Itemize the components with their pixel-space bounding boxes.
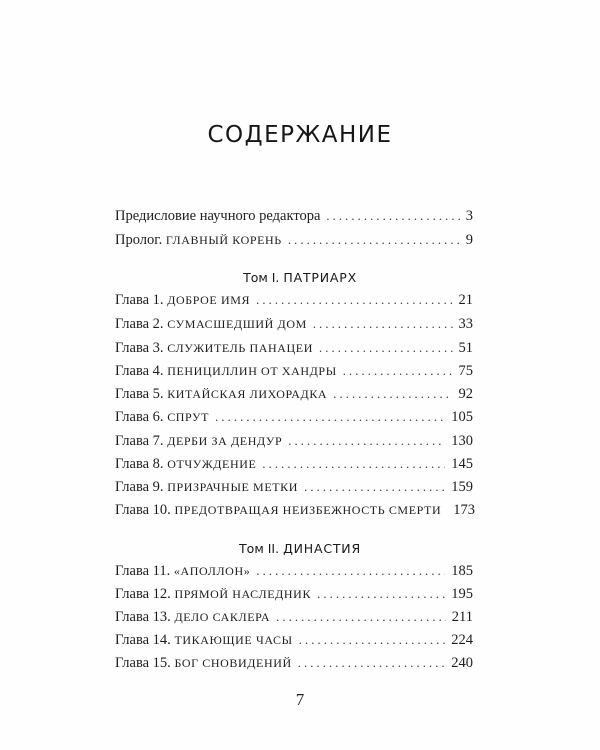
volume-label: Том II.: [239, 541, 280, 556]
entry-prefix: Глава 13.: [115, 609, 171, 625]
dot-leader: [288, 434, 445, 449]
entry-prefix: Глава 3.: [115, 340, 164, 356]
toc-entry-chapter-4[interactable]: [115, 363, 473, 383]
toc-entry-chapter-6[interactable]: [115, 409, 473, 429]
toc-entry-chapter-13[interactable]: [115, 609, 473, 629]
toc-entry-chapter-5[interactable]: [115, 386, 473, 406]
entry-title: ПРЯМОЙ НАСЛЕДНИК: [174, 587, 312, 601]
dot-leader: [262, 457, 445, 472]
entry-title: ОТЧУЖДЕНИЕ: [167, 457, 257, 471]
entry-prefix: Глава 5.: [115, 386, 164, 402]
entry-label: [115, 655, 292, 672]
entry-title: ПРИЗРАЧНЫЕ МЕТКИ: [167, 480, 299, 494]
volume-heading-2: [0, 541, 600, 556]
volume-label: Том I.: [243, 270, 280, 285]
toc-entry-chapter-11[interactable]: [115, 563, 473, 583]
toc-entry-chapter-1[interactable]: [115, 292, 473, 312]
entry-label: [115, 292, 250, 309]
entry-page-number: 145: [451, 456, 473, 472]
volume-name: ДИНАСТИЯ: [283, 541, 361, 556]
entry-prefix: Глава 10.: [115, 502, 171, 518]
toc-entry-chapter-3[interactable]: [115, 340, 473, 360]
entry-prefix: Глава 2.: [115, 316, 164, 332]
toc-entry-chapter-2[interactable]: [115, 316, 473, 336]
toc-entry-chapter-15[interactable]: [115, 655, 473, 675]
entry-page-number: 92: [458, 386, 473, 402]
dot-leader: [319, 341, 452, 356]
entry-label: [115, 456, 256, 473]
entry-label: [115, 232, 282, 249]
entry-label: [115, 609, 270, 626]
dot-leader: [215, 410, 445, 425]
entry-label: [115, 316, 307, 333]
entry-prefix: Глава 15.: [115, 655, 171, 671]
entry-prefix: Глава 9.: [115, 479, 164, 495]
entry-page-number: 224: [451, 632, 473, 648]
entry-page-number: 211: [451, 609, 473, 625]
entry-prefix: Глава 6.: [115, 409, 164, 425]
dot-leader: [313, 317, 453, 332]
entry-page-number: 185: [451, 563, 473, 579]
page-number: 7: [295, 690, 305, 709]
entry-label: [115, 340, 313, 357]
entry-prefix: Глава 11.: [115, 563, 171, 579]
toc-entry-chapter-10[interactable]: [115, 502, 473, 522]
entry-page-number: 21: [458, 292, 473, 308]
toc-entry-chapter-14[interactable]: [115, 632, 473, 652]
entry-label: [115, 409, 209, 426]
dot-leader: [317, 587, 445, 602]
toc-entry-preface[interactable]: [115, 208, 473, 228]
dot-leader: [343, 364, 453, 379]
entry-page-number: 105: [451, 409, 473, 425]
entry-title: СУМАСШЕДШИЙ ДОМ: [167, 317, 307, 331]
entry-label: [115, 433, 282, 450]
toc-entry-chapter-12[interactable]: [115, 586, 473, 606]
entry-page-number: 240: [451, 655, 473, 671]
toc-entry-chapter-9[interactable]: [115, 479, 473, 499]
dot-leader: [304, 480, 445, 495]
entry-page-number: 159: [451, 479, 473, 495]
entry-label: [115, 363, 337, 380]
dot-leader: [299, 633, 446, 648]
dot-leader: [256, 564, 445, 579]
toc-entry-chapter-8[interactable]: [115, 456, 473, 476]
entry-title: СЛУЖИТЕЛЬ ПАНАЦЕИ: [167, 341, 314, 355]
entry-page-number: 195: [451, 586, 473, 602]
entry-page-number: 75: [458, 363, 473, 379]
entry-title: ДОБРОЕ ИМЯ: [167, 293, 251, 307]
entry-title: СПРУТ: [167, 410, 210, 424]
entry-page-number: 9: [465, 232, 473, 248]
entry-prefix: Глава 12.: [115, 586, 171, 602]
entry-label: [115, 632, 293, 649]
entry-title: ТИКАЮЩИЕ ЧАСЫ: [174, 633, 293, 647]
toc-entry-prologue[interactable]: [115, 232, 473, 252]
entry-page-number: 51: [458, 340, 473, 356]
dot-leader: [276, 610, 446, 625]
dot-leader: [288, 233, 460, 248]
entry-prefix: Глава 7.: [115, 433, 164, 449]
entry-prefix: Глава 8.: [115, 456, 164, 472]
entry-label: Предисловие научного редактора: [115, 208, 321, 224]
volume-heading-1: [0, 270, 600, 285]
toc-entry-chapter-7[interactable]: [115, 433, 473, 453]
dot-leader: [298, 656, 445, 671]
entry-title: ДЕРБИ ЗА ДЕНДУР: [167, 434, 283, 448]
entry-title: ДЕЛО САКЛЕРА: [174, 610, 271, 624]
dot-leader: [333, 387, 452, 402]
entry-page-number: 3: [465, 208, 473, 224]
entry-label: [115, 502, 441, 519]
entry-prefix: Глава 4.: [115, 363, 164, 379]
entry-prefix: Глава 1.: [115, 292, 164, 308]
entry-title: ПЕНИЦИЛЛИН ОТ ХАНДРЫ: [167, 364, 337, 378]
dot-leader: [256, 293, 452, 308]
entry-label: [115, 479, 298, 496]
page-title: СОДЕРЖАНИЕ: [207, 122, 393, 148]
entry-label: [115, 586, 311, 603]
entry-page-number: 33: [458, 316, 473, 332]
dot-leader: [326, 209, 459, 224]
entry-prefix: Глава 14.: [115, 632, 171, 648]
entry-label: [115, 563, 250, 580]
entry-label: [115, 386, 327, 403]
entry-title: БОГ СНОВИДЕНИЙ: [174, 656, 292, 670]
entry-title: «АПОЛЛОН»: [173, 564, 251, 578]
entry-page-number: 173: [453, 502, 475, 518]
volume-name: ПАТРИАРХ: [283, 270, 357, 285]
entry-prefix: Пролог.: [115, 232, 163, 248]
entry-title: ПРЕДОТВРАЩАЯ НЕИЗБЕЖНОСТЬ СМЕРТИ: [174, 503, 442, 517]
entry-title: ГЛАВНЫЙ КОРЕНЬ: [165, 233, 282, 247]
entry-title: КИТАЙСКАЯ ЛИХОРАДКА: [167, 387, 328, 401]
entry-page-number: 130: [451, 433, 473, 449]
